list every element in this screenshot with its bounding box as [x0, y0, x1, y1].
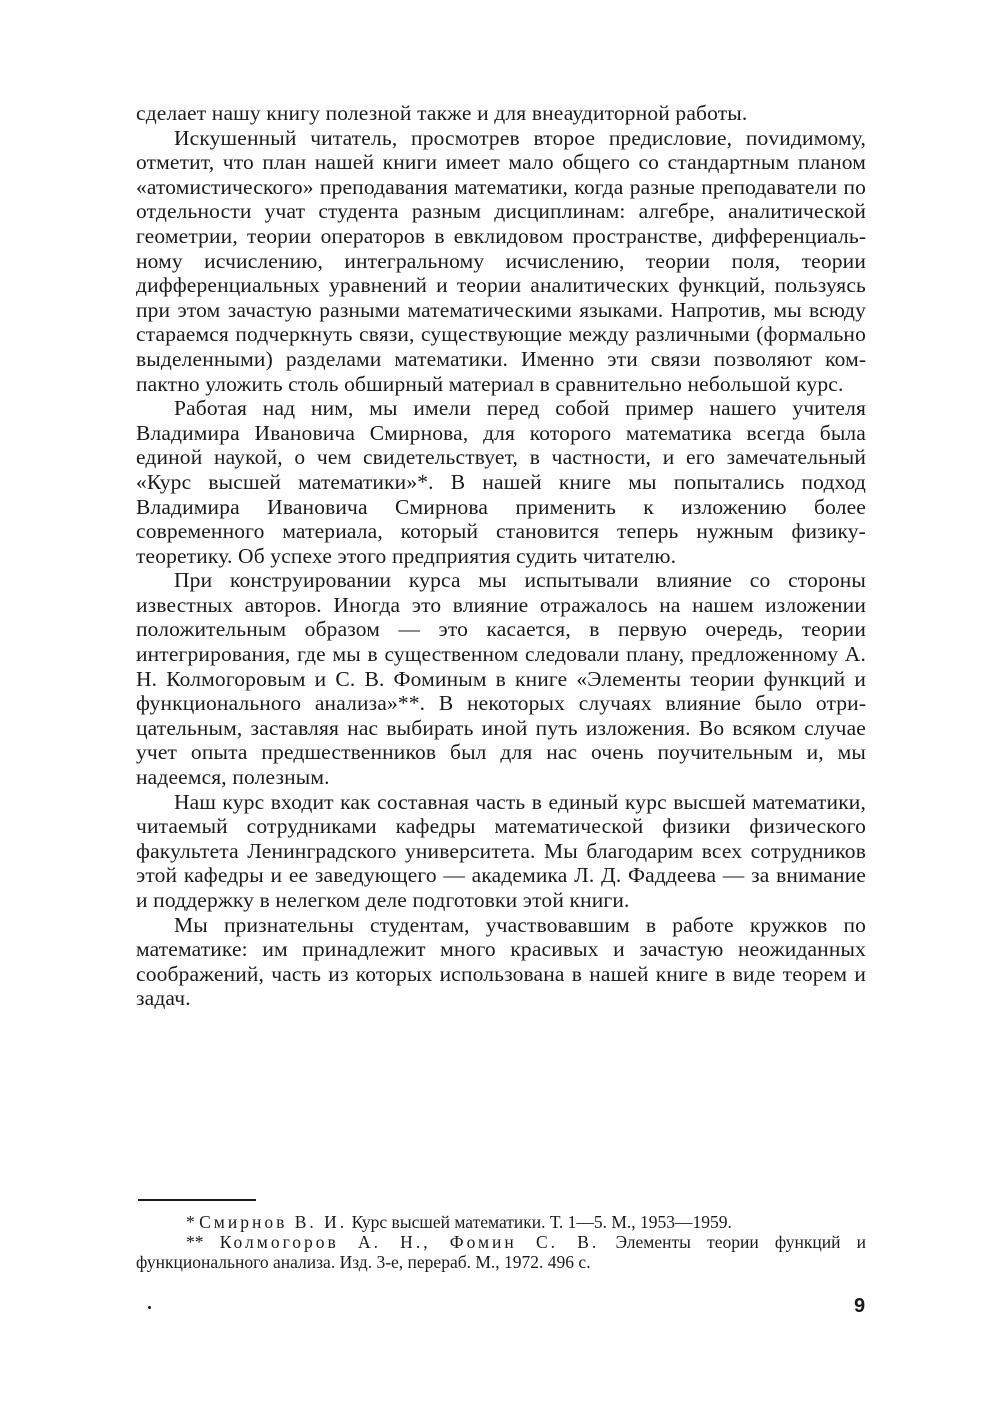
page-number: 9	[854, 1295, 866, 1317]
print-dot	[148, 1306, 151, 1309]
footnote-1-marker: *	[186, 1212, 195, 1232]
footnote-1-author: Смирнов В. И.	[199, 1212, 348, 1232]
footnote-2-author: Колмогоров А. Н., Фомин С. В.	[219, 1232, 600, 1252]
paragraph-4: При конструировании курса мы испытывали влияние со стороны известных авторов. Иногда это влияние отражалось на нашем изложении положительным образом — это касается, в первую очередь, теории интегрирования, где мы в существенном следовали плану, предложенному А. Н. Колмогоровым и С. В. Фоминым в книге «Элементы теории функций и функционального анализа»**. В некоторых случаях влияние было отрицательным, заставляя нас выбирать иной путь изложения. Во всяком случае учет опыта предшественников был для нас очень поучительным и, мы надеемся, полезным.	[136, 568, 866, 790]
footnote-2-marker: **	[186, 1232, 204, 1252]
footnotes	[136, 1212, 866, 1272]
paragraph-3: Работая над ним, мы имели перед собой пример нашего учителя Владимира Ивановича Смирнова, для которого математика всегда была единой наукой, о чем свидетельствует, в частности, и его замечательный «Курс высшей математики»*. В нашей книге мы попытались подход Владимира Ивановича Смирнова применить к изложению более современного материала, который становится теперь нужным физику-теоретику. Об успехе этого предприятия судить читателю.	[136, 396, 866, 568]
paragraph-5: Наш курс входит как составная часть в единый курс высшей математики, читаемый сотрудниками кафедры математической физики физического факультета Ленинградского университета. Мы благодарим всех сотрудников этой кафедры и ее заведующего — академика Л. Д. Фаддеева — за внимание и поддержку в нелегком деле подготовки этой книги.	[136, 789, 866, 912]
footnote-2	[136, 1232, 866, 1272]
footnote-separator	[138, 1199, 256, 1201]
footnote-2-text: Элементы теории функций и функционального анализа. Изд. 3-е, перераб. М., 1972. 496 с.	[136, 1232, 867, 1272]
paragraph-2: Искушенный читатель, просмотрев второе предисловие, поvидимому, отметит, что план нашей книги имеет мало общего со стандартным планом «атомистического» преподавания математики, когда разные преподаватели по отдельности учат студента разным дисциплинам: алгебре, аналитической геометрии, теории операторов в евклидовом пространстве, дифференциальному исчислению, интегральному исчислению, теории поля, теории дифференциальных уравнений и теории аналитических функций, пользуясь при этом зачастую разными математическими языками. Напротив, мы всюду стараемся подчеркнуть связи, существующие между различными (формально выделенными) разделами математики. Именно эти связи позволяют компактно уложить столь обширный материал в сравнительно небольшой курс.	[136, 125, 866, 396]
footnote-1	[136, 1212, 866, 1232]
paragraph-1: сделает нашу книгу полезной также и для внеаудиторной работы.	[136, 101, 748, 125]
footnote-1-text: Курс высшей математики. Т. 1—5. М., 1953—1959.	[351, 1212, 732, 1232]
paragraph-6: Мы признательны студентам, участвовавшим в работе кружков по математике: им принадлежит много красивых и зачастую неожиданных соображений, часть из которых использована в нашей книге в виде теорем и задач.	[136, 912, 866, 1011]
main-text	[136, 101, 866, 1011]
